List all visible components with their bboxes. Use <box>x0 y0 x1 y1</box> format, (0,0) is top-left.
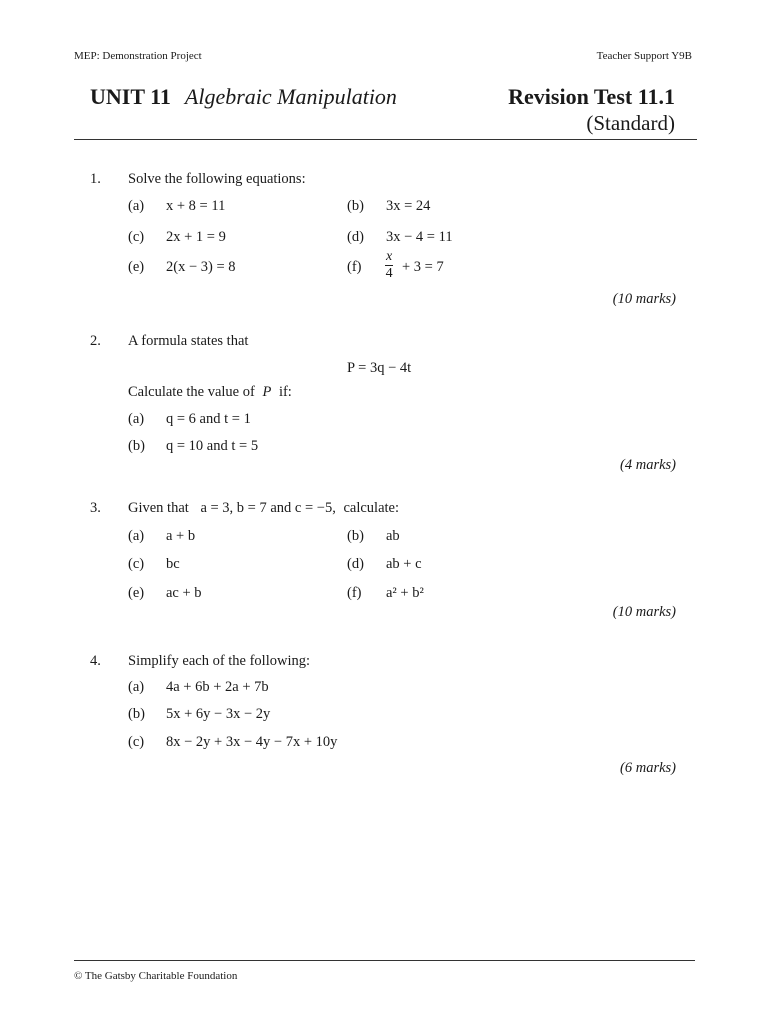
question-prompt: A formula states that <box>128 333 249 349</box>
header-right: Teacher Support Y9B <box>596 50 692 62</box>
expression: 5x + 6y − 3x − 2y <box>166 706 271 722</box>
equation-rest: + 3 = 7 <box>402 259 444 275</box>
unit-number: UNIT 11 <box>90 84 171 109</box>
part-label: (a) <box>128 411 145 427</box>
part-label: (e) <box>128 585 145 601</box>
part-label: (c) <box>128 229 145 245</box>
part-label: (a) <box>128 679 145 695</box>
test-level: (Standard) <box>586 111 675 135</box>
footer-divider <box>74 960 695 961</box>
footer-text: © The Gatsby Charitable Foundation <box>74 970 238 982</box>
unit-subject: Algebraic Manipulation <box>184 84 397 109</box>
part-label: (e) <box>128 259 145 275</box>
question-number: 3. <box>90 500 101 516</box>
part-label: (b) <box>347 198 364 214</box>
part-label: (a) <box>128 528 145 544</box>
calc-suffix: if: <box>278 384 292 400</box>
question-prompt <box>128 500 399 517</box>
expression: ab <box>386 528 400 544</box>
part-label: (f) <box>347 585 362 601</box>
fraction-denominator: 4 <box>385 266 393 281</box>
marks: (10 marks) <box>612 291 676 307</box>
question-prompt: Solve the following equations: <box>128 171 306 187</box>
equation: 2x + 1 = 9 <box>166 229 226 245</box>
expression: 8x − 2y + 3x − 4y − 7x + 10y <box>166 734 338 750</box>
marks: (10 marks) <box>612 604 676 620</box>
fraction-numerator: x <box>386 249 393 264</box>
equation: 3x = 24 <box>386 198 431 214</box>
calc-variable: P <box>262 384 272 400</box>
formula: P = 3q − 4t <box>347 360 412 376</box>
equation: 3x − 4 = 11 <box>386 229 453 245</box>
part-label: (a) <box>128 198 145 214</box>
expression: 4a + 6b + 2a + 7b <box>166 679 269 695</box>
marks: (6 marks) <box>620 760 676 776</box>
part-label: (c) <box>128 734 145 750</box>
calculate-prompt <box>128 384 292 401</box>
substitution: q = 10 and t = 5 <box>166 438 259 454</box>
question-number: 4. <box>90 653 101 669</box>
part-label: (b) <box>128 438 145 454</box>
expression: bc <box>166 556 180 572</box>
expression: a + b <box>166 528 196 544</box>
expression: ac + b <box>166 585 202 601</box>
part-label: (d) <box>347 229 364 245</box>
expression: ab + c <box>386 556 422 572</box>
page-title <box>90 84 397 110</box>
equation: 2(x − 3) = 8 <box>166 259 236 275</box>
expression: a² + b² <box>386 585 424 601</box>
question-number: 2. <box>90 333 101 349</box>
given-values: a = 3, b = 7 and c = −5, <box>200 500 336 516</box>
prompt-start: Given that <box>128 500 189 516</box>
equation: x + 8 = 11 <box>166 198 226 214</box>
part-label: (d) <box>347 556 364 572</box>
title-divider <box>74 139 697 140</box>
marks: (4 marks) <box>620 457 676 473</box>
fraction <box>385 250 393 281</box>
header-left: MEP: Demonstration Project <box>74 50 202 62</box>
question-number: 1. <box>90 171 101 187</box>
substitution: q = 6 and t = 1 <box>166 411 251 427</box>
question-prompt: Simplify each of the following: <box>128 653 311 669</box>
calc-prefix: Calculate the value of <box>128 384 255 400</box>
part-label: (b) <box>347 528 364 544</box>
part-label: (b) <box>128 706 145 722</box>
part-label: (f) <box>347 259 362 275</box>
test-title: Revision Test 11.1 <box>508 84 675 109</box>
prompt-end: calculate: <box>343 500 400 516</box>
part-label: (c) <box>128 556 145 572</box>
